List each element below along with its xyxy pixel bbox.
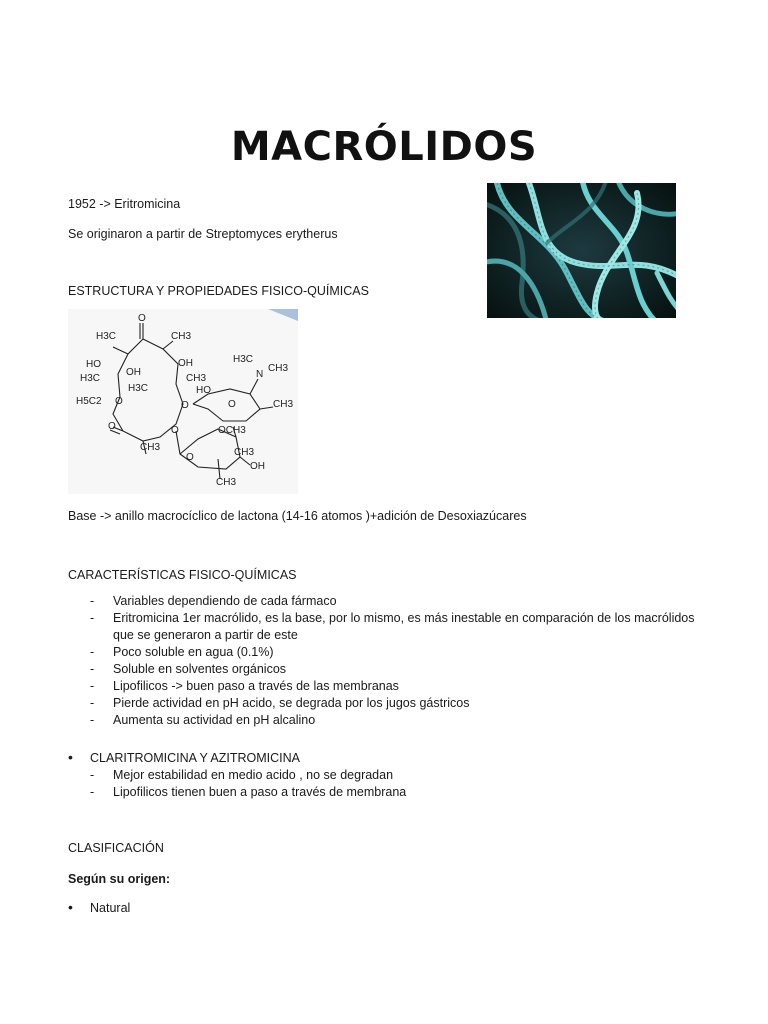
mol-label-ch3-5: CH3 <box>140 442 161 453</box>
mol-label-ch3-4: CH3 <box>273 399 294 410</box>
bullet-marker: • <box>68 749 73 765</box>
mol-label-ho-2: HO <box>196 385 211 396</box>
intro-line-year: 1952 -> Eritromicina <box>68 197 181 211</box>
bullet-heading: CLARITROMICINA Y AZITROMICINA <box>90 751 300 765</box>
mol-label-o-sugar2: O <box>186 452 194 463</box>
base-description: Base -> anillo macrocíclico de lactona (14-16 atomos )+adición de Desoxiazúcares <box>68 509 527 523</box>
mol-label-o-sugar: O <box>228 399 236 410</box>
streptomyces-image <box>487 183 676 318</box>
list-item: - Mejor estabilidad en medio acido , no se degradan <box>90 768 394 782</box>
mol-label-n: N <box>256 369 264 380</box>
list-item: - Variables dependiendo de cada fármaco <box>90 594 337 608</box>
list-item: - Pierde actividad en pH acido, se degrada por los jugos gástricos <box>90 696 470 710</box>
mol-label-och3: OCH3 <box>218 425 246 436</box>
section-heading-characteristics: CARACTERÍSTICAS FISICO-QUÍMICAS <box>68 568 297 582</box>
mol-label-ch3-6: CH3 <box>234 447 255 458</box>
mol-label-ho-1: HO <box>86 359 101 370</box>
mol-label-o-keto: O <box>108 421 116 432</box>
bullet-natural <box>68 899 130 916</box>
list-item: - Poco soluble en agua (0.1%) <box>90 645 274 659</box>
mol-label-o-top: O <box>138 313 146 324</box>
mol-label-ch3-2: CH3 <box>186 373 207 384</box>
bullet-marker: • <box>68 899 73 915</box>
list-item: - Lipofilicos -> buen paso a través de las membranas <box>90 679 399 693</box>
origin-subheading: Según su origen: <box>68 872 171 886</box>
mol-label-o-link: O <box>181 400 189 411</box>
mol-label-h3c-4: H3C <box>128 383 149 394</box>
bullet-label: Natural <box>90 901 131 915</box>
mol-label-oh-2: OH <box>178 358 193 369</box>
mol-label-ch3-3: CH3 <box>268 363 289 374</box>
page-title: MACRÓLIDOS <box>230 124 538 170</box>
section-heading-classification: CLASIFICACIÓN <box>68 841 164 855</box>
section-heading-structure: ESTRUCTURA Y PROPIEDADES FISICO-QUÍMICAS <box>68 284 369 298</box>
list-item: - Eritromicina 1er macrólido, es la base, por lo mismo, es más inestable en comparación de los macrólidos que se generaron a partir de este <box>90 611 695 642</box>
mol-label-h3c-2: H3C <box>80 373 101 384</box>
mol-label-o-ring: O <box>115 396 123 407</box>
mol-label-ch3-8: CH3 <box>216 477 237 488</box>
mol-label-h5c2: H5C2 <box>76 396 102 407</box>
mol-label-oh-1: OH <box>126 367 141 378</box>
list-item: - Lipofilicos tienen buen a paso a través de membrana <box>90 785 407 799</box>
mol-label-h3c-1: H3C <box>96 331 117 342</box>
mol-label-h3c-3: H3C <box>233 354 254 365</box>
erythromycin-structure-image <box>68 309 298 494</box>
bullet-clari-azitro <box>68 749 300 766</box>
list-item: - Aumenta su actividad en pH alcalino <box>90 713 316 727</box>
list-item: - Soluble en solventes orgánicos <box>90 662 287 676</box>
clari-azitro-list <box>68 767 708 801</box>
mol-label-ch3-1: CH3 <box>171 331 192 342</box>
mol-label-oh-3: OH <box>250 461 265 472</box>
intro-line-origin: Se originaron a partir de Streptomyces erytherus <box>68 227 338 241</box>
characteristics-list <box>68 593 708 729</box>
mol-label-o-link2: O <box>171 425 179 436</box>
